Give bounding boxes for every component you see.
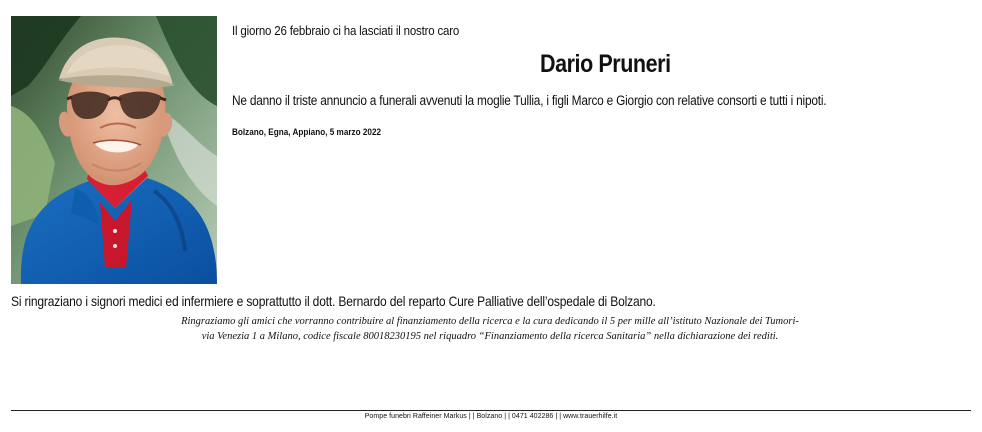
family-announcement: Ne danno il triste annuncio a funerali avvenuti la moglie Tullia, i figli Marco e Giorgio con relative consorti e tutti i nipoti. <box>232 93 827 108</box>
portrait-photo <box>11 16 217 284</box>
place-and-date: Bolzano, Egna, Appiano, 5 marzo 2022 <box>232 127 382 138</box>
death-announcement-intro: Il giorno 26 febbraio ci ha lasciati il nostro caro <box>232 24 460 38</box>
portrait-illustration <box>11 16 217 284</box>
deceased-name: Dario Pruneri <box>540 50 671 78</box>
thanks-message: Si ringraziano i signori medici ed infermiere e soprattutto il dott. Bernardo del reparto Cure Palliative dell’ospedale di Bolzano. <box>11 293 656 309</box>
donation-message <box>120 314 860 344</box>
footer-divider <box>11 410 971 411</box>
donation-line: Ringraziamo gli amici che vorranno contribuire al finanziamento della ricerca e la cura dedicando il 5 per mille all’istituto Nazionale dei Tumori- <box>181 316 799 327</box>
donation-line: via Venezia 1 a Milano, codice fiscale 80018230195 nel riquadro “Finanziamento della ricerca Sanitaria” nella dichiarazione dei rediti. <box>201 331 779 342</box>
funeral-home-footer: Pompe funebri Raffeiner Markus | | Bolzano | | 0471 402286 | | www.trauerhilfe.it <box>364 413 618 420</box>
